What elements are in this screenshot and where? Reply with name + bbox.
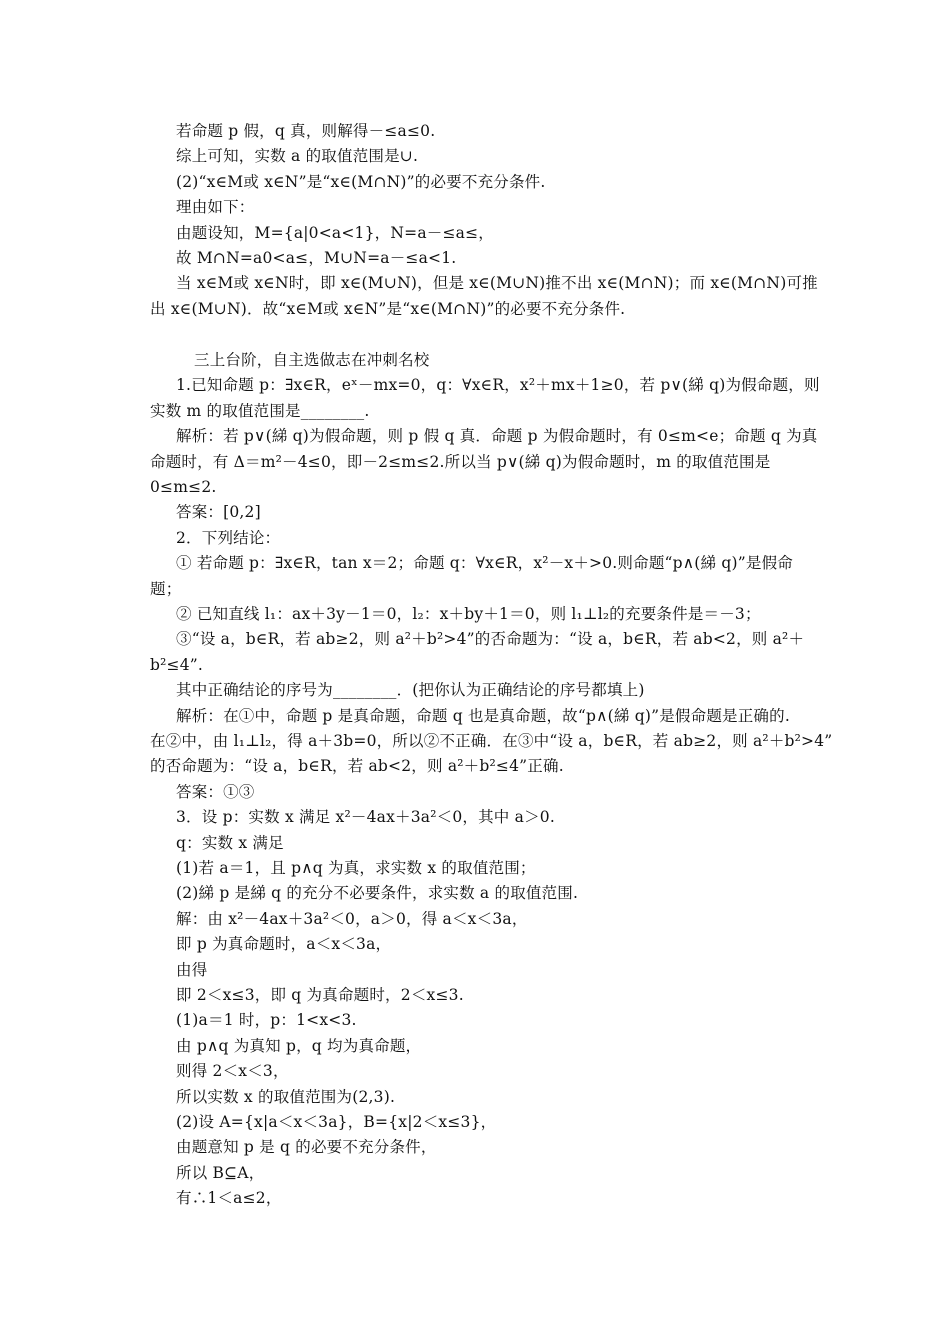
text-line: 由题意知 p 是 q 的必要不充分条件，	[176, 1138, 437, 1156]
text-line: 解析：若 p∨(綈 q)为假命题，则 p 假 q 真．命题 p 为假命题时，有 0≤m<e；命题 q 为真	[176, 427, 818, 445]
text-line: 若命题 p 假，q 真，则解得－≤a≤0.	[176, 122, 436, 140]
text-line: (1)a＝1 时，p：1<x<3.	[176, 1011, 357, 1029]
text-line: 答案：[0,2]	[176, 503, 261, 521]
text-line: 故 M∩N=a0<a≤，M∪N=a－≤a<1.	[176, 249, 457, 267]
text-line: 由 p∧q 为真知 p，q 均为真命题，	[176, 1037, 422, 1055]
text-line: 0≤m≤2.	[150, 478, 217, 496]
text-line: ① 若命题 p：∃x∈R，tan x＝2；命题 q：∀x∈R，x²－x＋>0.则命题“p∧(綈 q)”是假命	[176, 554, 793, 572]
text-line: 1.已知命题 p：∃x∈R，eˣ－mx=0，q：∀x∈R，x²＋mx＋1≥0，若 p∨(綈 q)为假命题，则	[176, 376, 820, 394]
text-line: 理由如下：	[176, 198, 255, 216]
text-line: 在②中，由 l₁⊥l₂，得 a＋3b=0，所以②不正确．在③中“设 a，b∈R，若 ab≥2，则 a²＋b²>4”	[150, 732, 833, 750]
text-line: 其中正确结论的序号为________．(把你认为正确结论的序号都填上)	[176, 681, 645, 699]
text-line: 出 x∈(M∪N)．故“x∈M或 x∈N”是“x∈(M∩N)”的必要不充分条件.	[150, 300, 626, 318]
text-line: 命题时，有 Δ＝m²－4≤0，即－2≤m≤2.所以当 p∨(綈 q)为假命题时，m 的取值范围是	[150, 453, 771, 471]
text-line: b²≤4”.	[150, 656, 204, 674]
text-line: ③“设 a，b∈R，若 ab≥2，则 a²＋b²>4”的否命题为：“设 a，b∈R，若 ab<2，则 a²＋	[176, 630, 805, 648]
text-line: 题；	[150, 580, 182, 598]
section-heading: 三上台阶，自主选做志在冲刺名校	[194, 351, 430, 369]
text-line: (1)若 a＝1，且 p∧q 为真，求实数 x 的取值范围；	[176, 859, 536, 877]
text-line: q：实数 x 满足	[176, 834, 284, 852]
text-line: 2．下列结论：	[176, 529, 281, 547]
text-line: 答案：①③	[176, 783, 255, 801]
text-line: 的否命题为：“设 a，b∈R，若 ab<2，则 a²＋b²≤4”正确.	[150, 757, 564, 775]
text-line: 由题设知，M={a|0<a<1}，N=a－≤a≤，	[176, 224, 494, 242]
text-line: (2)“x∈M或 x∈N”是“x∈(M∩N)”的必要不充分条件.	[176, 173, 546, 191]
text-line: 实数 m 的取值范围是________.	[150, 402, 370, 420]
text-line: 即 p 为真命题时，a＜x＜3a，	[176, 935, 392, 953]
text-line: (2)綈 p 是綈 q 的充分不必要条件，求实数 a 的取值范围.	[176, 884, 579, 902]
text-line: (2)设 A={x|a＜x＜3a}，B={x|2＜x≤3}，	[176, 1113, 497, 1131]
text-line: 综上可知，实数 a 的取值范围是∪.	[176, 147, 419, 165]
text-line: 即 2＜x≤3，即 q 为真命题时，2＜x≤3.	[176, 986, 464, 1004]
text-line: 解：由 x²－4ax＋3a²＜0，a＞0，得 a＜x＜3a，	[176, 910, 528, 928]
text-line: 所以 B⊆A，	[176, 1164, 265, 1182]
text-line: 所以实数 x 的取值范围为(2,3).	[176, 1088, 396, 1106]
text-line: ② 已知直线 l₁：ax＋3y－1＝0，l₂：x＋by＋1＝0，则 l₁⊥l₂的充要条件是＝－3；	[176, 605, 761, 623]
text-line: 则得 2＜x＜3，	[176, 1062, 289, 1080]
text-line: 有∴1＜a≤2，	[176, 1189, 282, 1207]
text-line: 3．设 p：实数 x 满足 x²－4ax＋3a²＜0，其中 a＞0.	[176, 808, 555, 826]
text-line: 解析：在①中，命题 p 是真命题，命题 q 也是真命题，故“p∧(綈 q)”是假命题是正确的.	[176, 707, 790, 725]
text-line: 由得	[176, 961, 208, 979]
text-line: 当 x∈M或 x∈N时，即 x∈(M∪N)，但是 x∈(M∪N)推不出 x∈(M∩N)；而 x∈(M∩N)可推	[176, 274, 818, 292]
